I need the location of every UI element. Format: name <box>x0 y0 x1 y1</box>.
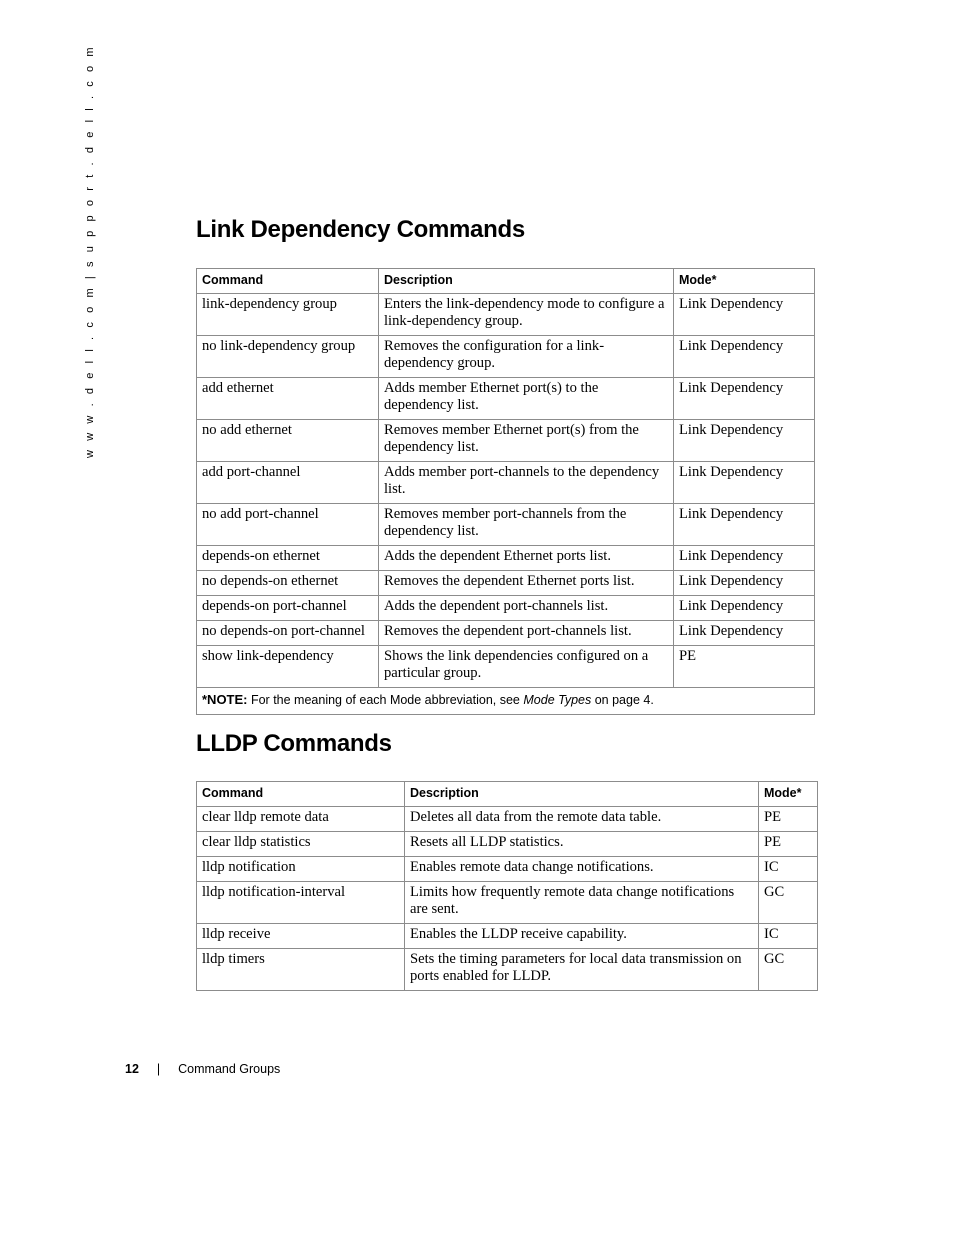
table-row <box>197 832 818 857</box>
link-dependency-heading: Link Dependency Commands <box>196 216 525 243</box>
command-cell: no link-dependency group <box>197 336 379 378</box>
table-row <box>197 336 815 378</box>
mode-cell: Link Dependency <box>674 504 815 546</box>
table-header-row <box>197 782 818 807</box>
column-header-description: Description <box>379 269 674 294</box>
table-row <box>197 949 818 991</box>
mode-cell: GC <box>759 882 818 924</box>
command-cell: no depends-on ethernet <box>197 571 379 596</box>
table-row <box>197 807 818 832</box>
description-cell: Sets the timing parameters for local data transmission on ports enabled for LLDP. <box>405 949 759 991</box>
table-row <box>197 378 815 420</box>
description-cell: Adds member Ethernet port(s) to the dependency list. <box>379 378 674 420</box>
mode-types-link[interactable]: Mode Types <box>523 693 592 707</box>
command-cell: show link-dependency <box>197 646 379 688</box>
note-text: For the meaning of each Mode abbreviation, see <box>247 693 524 707</box>
note-page-ref: on page 4. <box>591 693 654 707</box>
description-cell: Enables remote data change notifications. <box>405 857 759 882</box>
table-row <box>197 646 815 688</box>
command-cell: add ethernet <box>197 378 379 420</box>
description-cell: Resets all LLDP statistics. <box>405 832 759 857</box>
lldp-heading: LLDP Commands <box>196 730 392 757</box>
command-cell: depends-on ethernet <box>197 546 379 571</box>
command-cell: no add port-channel <box>197 504 379 546</box>
mode-cell: Link Dependency <box>674 378 815 420</box>
command-cell: lldp notification-interval <box>197 882 405 924</box>
mode-cell: Link Dependency <box>674 596 815 621</box>
column-header-mode: Mode* <box>674 269 815 294</box>
command-cell: clear lldp statistics <box>197 832 405 857</box>
mode-cell: IC <box>759 857 818 882</box>
lldp-table <box>196 781 818 991</box>
page-number: 12 <box>125 1062 139 1076</box>
command-cell: lldp timers <box>197 949 405 991</box>
command-cell: lldp notification <box>197 857 405 882</box>
column-header-command: Command <box>197 269 379 294</box>
footer-section-title: Command Groups <box>178 1062 281 1076</box>
table-row <box>197 504 815 546</box>
description-cell: Limits how frequently remote data change notifications are sent. <box>405 882 759 924</box>
mode-cell: Link Dependency <box>674 420 815 462</box>
description-cell: Deletes all data from the remote data table. <box>405 807 759 832</box>
description-cell: Removes the dependent port-channels list. <box>379 621 674 646</box>
mode-cell: PE <box>759 832 818 857</box>
command-cell: no depends-on port-channel <box>197 621 379 646</box>
mode-cell: Link Dependency <box>674 294 815 336</box>
table-row <box>197 857 818 882</box>
table-row <box>197 571 815 596</box>
mode-cell: GC <box>759 949 818 991</box>
mode-cell: Link Dependency <box>674 571 815 596</box>
table-header-row <box>197 269 815 294</box>
description-cell: Adds member port-channels to the dependency list. <box>379 462 674 504</box>
table-row <box>197 621 815 646</box>
table-row <box>197 596 815 621</box>
description-cell: Enables the LLDP receive capability. <box>405 924 759 949</box>
command-cell: clear lldp remote data <box>197 807 405 832</box>
description-cell: Removes the configuration for a link-dependency group. <box>379 336 674 378</box>
description-cell: Adds the dependent port-channels list. <box>379 596 674 621</box>
command-cell: depends-on port-channel <box>197 596 379 621</box>
mode-cell: Link Dependency <box>674 336 815 378</box>
column-header-mode: Mode* <box>759 782 818 807</box>
table-row <box>197 294 815 336</box>
command-cell: link-dependency group <box>197 294 379 336</box>
command-cell: add port-channel <box>197 462 379 504</box>
table-row <box>197 420 815 462</box>
description-cell: Removes member port-channels from the dependency list. <box>379 504 674 546</box>
note-label: *NOTE: <box>202 692 248 707</box>
page-footer <box>125 1062 280 1076</box>
footer-separator: | <box>156 1062 161 1076</box>
description-cell: Removes the dependent Ethernet ports list. <box>379 571 674 596</box>
note-row <box>197 688 815 715</box>
column-header-description: Description <box>405 782 759 807</box>
description-cell: Shows the link dependencies configured on a particular group. <box>379 646 674 688</box>
mode-cell: Link Dependency <box>674 621 815 646</box>
column-header-command: Command <box>197 782 405 807</box>
mode-cell: Link Dependency <box>674 462 815 504</box>
side-website-url: w w w . d e l l . c o m | s u p p o r t . d e l l . c o m <box>84 44 96 458</box>
table-row <box>197 924 818 949</box>
mode-cell: Link Dependency <box>674 546 815 571</box>
mode-note <box>197 688 815 715</box>
mode-cell: IC <box>759 924 818 949</box>
table-row <box>197 462 815 504</box>
mode-cell: PE <box>674 646 815 688</box>
mode-cell: PE <box>759 807 818 832</box>
description-cell: Removes member Ethernet port(s) from the dependency list. <box>379 420 674 462</box>
command-cell: lldp receive <box>197 924 405 949</box>
description-cell: Adds the dependent Ethernet ports list. <box>379 546 674 571</box>
table-row <box>197 546 815 571</box>
command-cell: no add ethernet <box>197 420 379 462</box>
description-cell: Enters the link-dependency mode to configure a link-dependency group. <box>379 294 674 336</box>
link-dependency-table <box>196 268 815 715</box>
table-row <box>197 882 818 924</box>
